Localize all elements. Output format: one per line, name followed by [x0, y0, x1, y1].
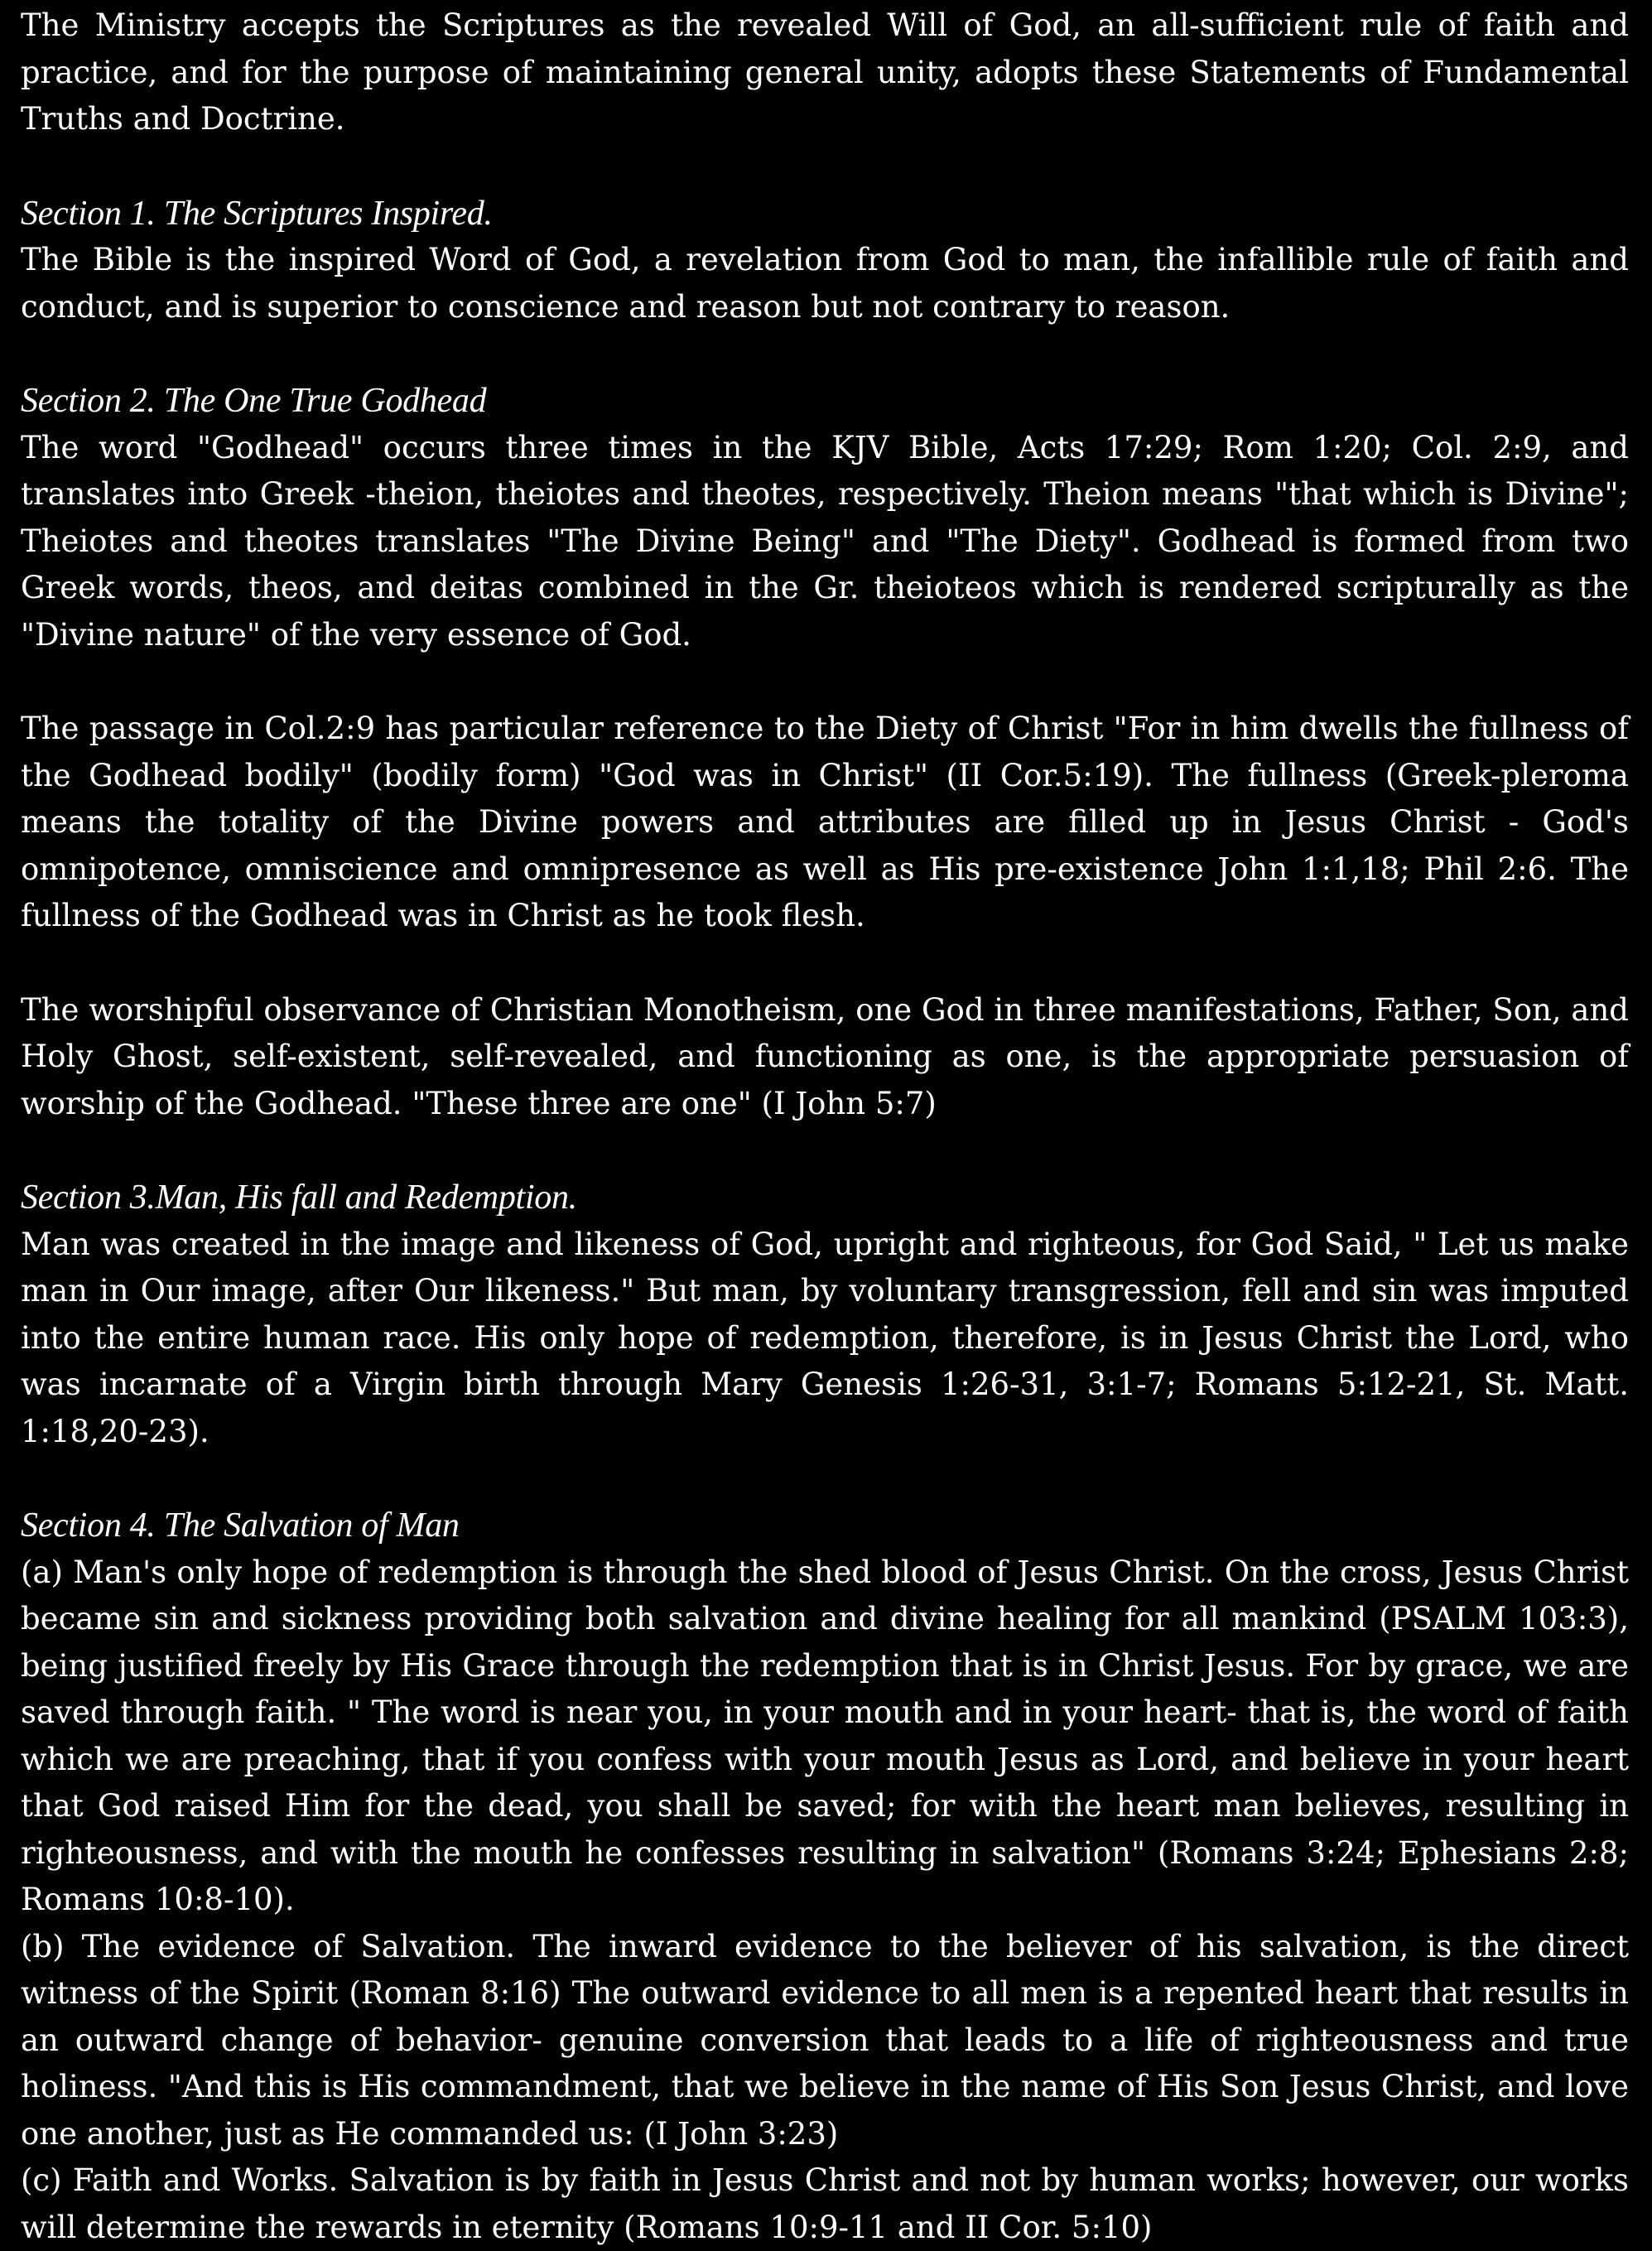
section-4-paragraph-a: (a) Man's only hope of redemption is through the shed blood of Jesus Christ. On the cross, Jesus Christ became sin and sickness providing both salvation and divine healing for all mankind (PSALM 103:3), being justified freely by His Grace through the redemption that is in Christ Jesus. For by grace, we are saved through faith. " The word is near you, in your mouth and in your heart- that is, the word of faith which we are preaching, that if you confess with your mouth Jesus as Lord, and believe in your heart that God raised Him for the dead, you shall be saved; for with the heart man believes, resulting in righteousness, and with the mouth he confesses resulting in salvation" (Romans 3:24; Ephesians 2:8; Romans 10:8-10).: [21, 1554, 1629, 1917]
section-2-paragraph-3: The worshipful observance of Christian Monotheism, one God in three manifestations, Father, Son, and Holy Ghost, self-existent, self-revealed, and functioning as one, is the appropriate persuasion of worship of the Godhead. "These three are one" (I John 5:7): [21, 991, 1629, 1121]
section-4-heading: Section 4. The Salvation of Man: [21, 1506, 460, 1545]
spacer: [21, 1127, 1629, 1174]
section-3-heading: Section 3.Man, His fall and Redemption.: [21, 1179, 577, 1217]
section-1-paragraph-1: The Bible is the inspired Word of God, a revelation from God to man, the infallible rule of faith and conduct, and is superior to conscience and reason but not contrary to reason.: [21, 242, 1629, 325]
section-1-heading: Section 1. The Scriptures Inspired.: [21, 194, 493, 233]
section-2-heading: Section 2. The One True Godhead: [21, 382, 487, 420]
section-3-paragraph-1: Man was created in the image and likeness of God, upright and righteous, for God Said, " Let us make man in Our image, after Our likeness." But man, by voluntary transgression, fell and sin was imputed into the entire human race. His only hope of redemption, therefore, is in Jesus Christ the Lord, who was incarnate of a Virgin birth through Mary Genesis 1:26-31, 3:1-7; Romans 5:12-21, St. Matt. 1:18,20-23).: [21, 1226, 1629, 1449]
section-2-paragraph-1: The word "Godhead" occurs three times in the KJV Bible, Acts 17:29; Rom 1:20; Col. 2:9, and translates into Greek -theion, theiotes and theotes, respectively. Theion means "that which is Divine"; Theiotes and theotes translates "The Divine Being" and "The Diety". Godhead is formed from two Greek words, theos, and deitas combined in the Gr. theioteos which is rendered scripturally as the "Divine nature" of the very essence of God.: [21, 429, 1629, 653]
spacer: [21, 143, 1629, 190]
spacer: [21, 658, 1629, 706]
section-4-paragraph-c: (c) Faith and Works. Salvation is by faith in Jesus Christ and not by human works; however, our works will determine the rewards in eternity (Romans 10:9-11 and II Cor. 5:10): [21, 2162, 1629, 2245]
spacer: [21, 1455, 1629, 1502]
spacer: [21, 330, 1629, 378]
spacer: [21, 940, 1629, 987]
intro-paragraph: The Ministry accepts the Scriptures as the revealed Will of God, an all-sufficient rule of faith and practice, and for the purpose of maintaining general unity, adopts these Statements of Fundamental Truths and Doctrine.: [21, 7, 1629, 137]
section-4-paragraph-b: (b) The evidence of Salvation. The inward evidence to the believer of his salvation, is the direct witness of the Spirit (Roman 8:16) The outward evidence to all men is a repented heart that results in an outward change of behavior- genuine conversion that leads to a life of righteousness and true holiness. "And this is His commandment, that we believe in the name of His Son Jesus Christ, and love one another, just as He commanded us: (I John 3:23): [21, 1928, 1629, 2152]
section-2-paragraph-2: The passage in Col.2:9 has particular reference to the Diety of Christ "For in him dwells the fullness of the Godhead bodily" (bodily form) "God was in Christ" (II Cor.5:19). The fullness (Greek-pleroma means the totality of the Divine powers and attributes are filled up in Jesus Christ - God's omnipotence, omniscience and omnipresence as well as His pre-existence John 1:1,18; Phil 2:6. The fullness of the Godhead was in Christ as he took flesh.: [21, 711, 1629, 933]
